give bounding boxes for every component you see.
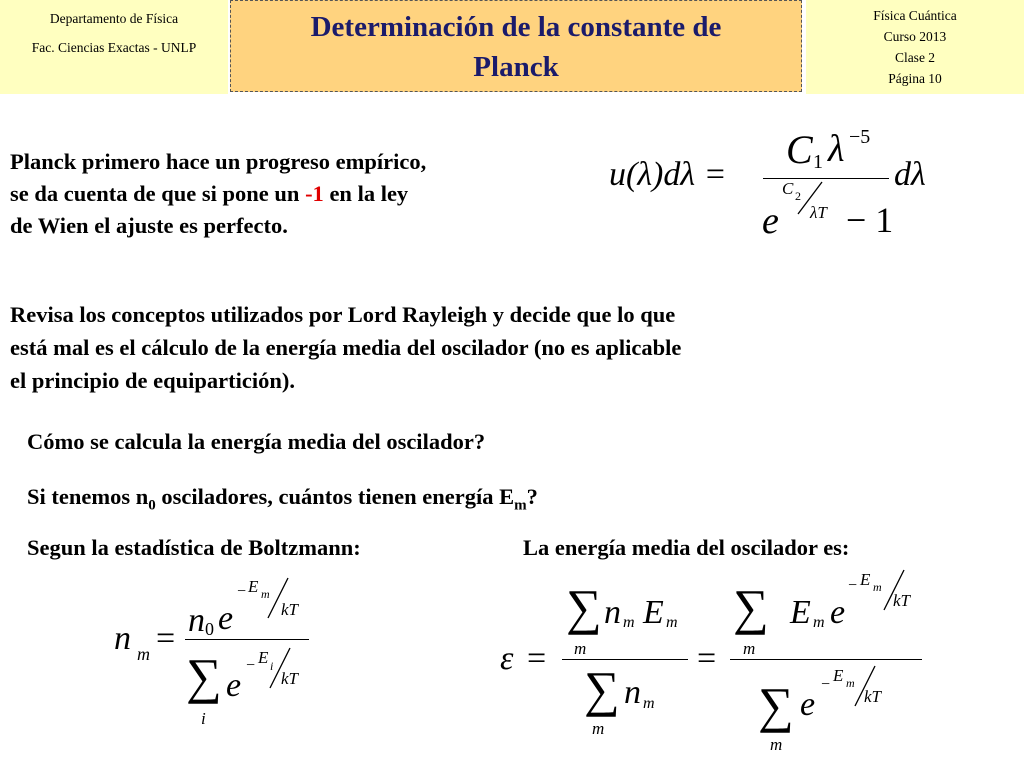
bz-n0-sub: 0 [205, 619, 214, 639]
bz-e-top: e [218, 600, 234, 637]
bz-minus-bottom: − [246, 657, 256, 674]
bz-sigma: ∑ [186, 648, 222, 704]
header-right-panel [806, 0, 1024, 94]
bz-minus-top: − [237, 583, 247, 600]
q2-text-2: osciladores, cuántos tienen energía E [155, 484, 515, 509]
planck-lambdaT: λT [810, 203, 827, 222]
me-sigma-num2-index: m [743, 639, 756, 658]
me-E-exp-num2: E [860, 570, 871, 589]
me-n-num-sub: m [623, 614, 635, 631]
p2-line-2: está mal es el cálculo de la energía media del oscilador (no es aplicable [10, 335, 682, 360]
p1-line-2: se da cuenta de que si pone un [10, 181, 306, 206]
p1-line-1: Planck primero hace un progreso empírico, [10, 149, 427, 174]
bz-eq: = [156, 620, 176, 657]
p1-line-2-end: en la ley [323, 181, 409, 206]
bz-sigma-index: i [201, 709, 206, 728]
p1-highlight: -1 [305, 181, 324, 206]
me-eq-1: = [527, 640, 547, 677]
course-year: Curso 2013 [883, 29, 947, 44]
planck-dlambda: dλ [894, 156, 926, 193]
bz-E-top: E [248, 577, 259, 596]
course-name: Física Cuántica [873, 8, 957, 23]
p2-line-1: Revisa los conceptos utilizados por Lord Rayleigh y decide que lo que [10, 302, 676, 327]
bz-n-sub: m [137, 644, 150, 664]
me-E-exp-den2: E [833, 666, 844, 685]
title-box [230, 0, 802, 92]
department-label: Departamento de Física [49, 11, 179, 26]
q2-text-3: ? [526, 484, 538, 509]
p1-line-3: de Wien el ajuste es perfecto. [10, 213, 288, 238]
me-fraction-bar-2 [730, 659, 922, 660]
planck-lambda: λ [828, 128, 845, 170]
me-E-exp-num2-sub: m [873, 580, 882, 594]
me-sigma-num: ∑ [566, 579, 602, 635]
me-sigma-den: ∑ [584, 661, 620, 717]
q2-text-1: Si tenemos n [27, 484, 149, 509]
me-kT-den2: kT [864, 687, 881, 706]
planck-exponent: −5 [849, 126, 871, 148]
page-number: Página 10 [888, 71, 942, 86]
planck-c2: C [782, 179, 794, 198]
me-E-exp-den2-sub: m [846, 676, 855, 690]
question-2 [27, 481, 538, 522]
me-eq-2: = [697, 640, 717, 677]
bz-n0: n [188, 602, 205, 639]
me-kT-num2: kT [893, 591, 910, 610]
paragraph-2 [10, 298, 681, 397]
me-E-num2: E [790, 594, 811, 631]
me-minus-num2: − [848, 577, 858, 594]
bz-fraction-bar [185, 639, 309, 640]
bz-E-top-sub: m [261, 587, 270, 601]
me-n-den: n [624, 674, 641, 711]
bz-kT-top: kT [281, 600, 298, 619]
bz-E-bottom-sub: i [270, 659, 274, 673]
me-sigma-den2: ∑ [758, 677, 794, 733]
me-E-num: E [643, 594, 664, 631]
bz-E-bottom: E [258, 648, 269, 667]
planck-e: e [762, 200, 779, 242]
planck-lhs: u(λ)dλ = [609, 156, 727, 193]
me-n-num: n [604, 594, 621, 631]
q2-sub-0: 0 [148, 497, 156, 514]
title-line-2: Planck [473, 51, 559, 83]
title-line-1: Determinación de la constante de [310, 11, 722, 43]
p2-line-3: el principio de equipartición). [10, 368, 296, 393]
me-n-den-sub: m [643, 695, 655, 712]
q2-sub-m: m [514, 497, 527, 514]
me-sigma-num2: ∑ [733, 579, 769, 635]
boltzmann-label: Segun la estadística de Boltzmann: [27, 535, 361, 560]
class-number: Clase 2 [894, 50, 936, 65]
paragraph-1 [10, 146, 426, 242]
bz-kT-bottom: kT [281, 669, 298, 688]
me-minus-den2: − [821, 676, 831, 693]
me-epsilon: ε [500, 640, 514, 677]
me-sigma-num-index: m [574, 639, 587, 658]
me-e-den2: e [800, 686, 816, 723]
page-title [231, 7, 801, 87]
planck-minus-one: − 1 [846, 200, 894, 240]
planck-c2-sub: 2 [795, 189, 801, 203]
me-fraction-bar-1 [562, 659, 688, 660]
question-1: Cómo se calcula la energía media del oscilador? [27, 429, 486, 454]
me-sigma-den2-index: m [770, 735, 783, 754]
me-E-num-sub: m [666, 614, 678, 631]
me-e-num2: e [830, 594, 846, 631]
bz-n: n [114, 620, 131, 657]
planck-c1: C [786, 127, 813, 172]
bz-e-bottom: e [226, 667, 242, 704]
me-E-num2-sub: m [813, 614, 825, 631]
planck-c1-sub: 1 [813, 151, 823, 173]
mean-energy-label: La energía media del oscilador es: [523, 535, 850, 560]
me-sigma-den-index: m [592, 719, 605, 738]
faculty-label: Fac. Ciencias Exactas - UNLP [31, 40, 197, 55]
header-left-panel [0, 0, 228, 94]
